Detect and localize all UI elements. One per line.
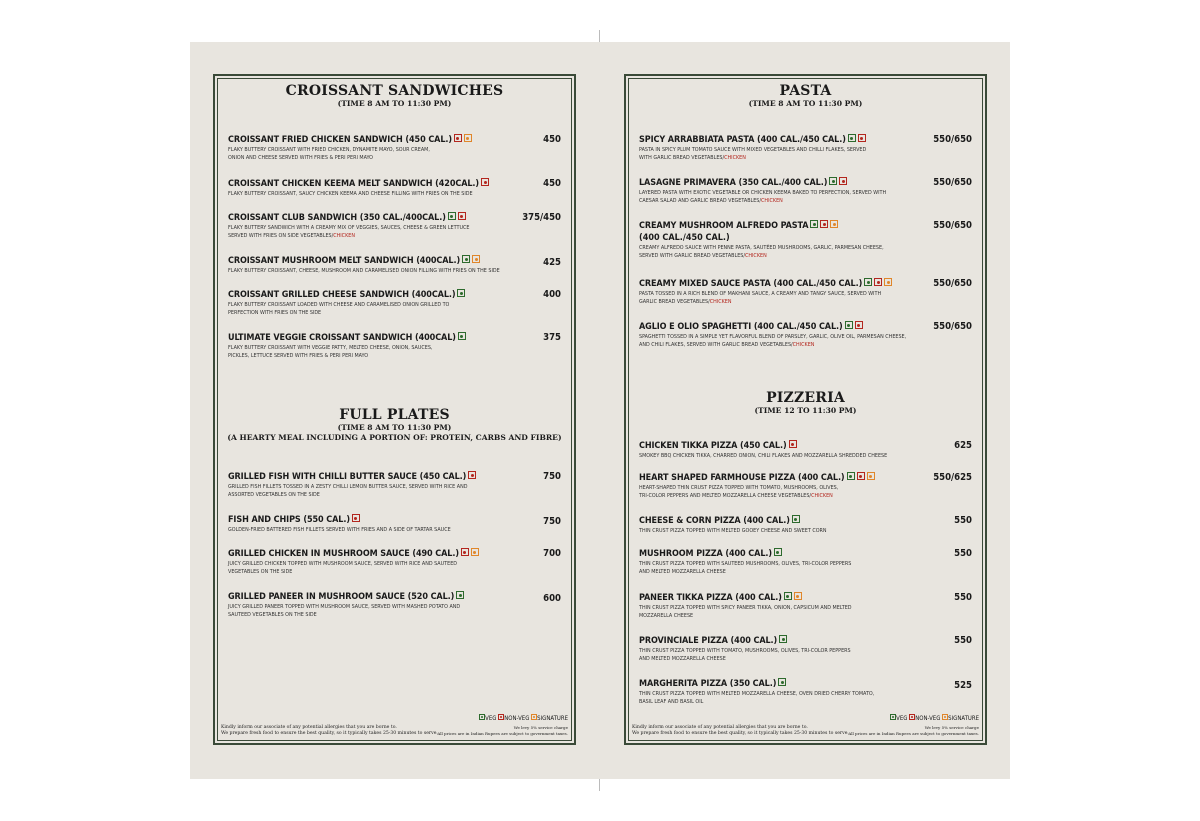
menu-item: [639, 440, 972, 460]
menu-item: [228, 255, 561, 275]
item-description: FLAKY BUTTERY CROISSANT, CHEESE, MUSHROOM AND CARAMELISED ONION FILLING WITH FRIES ON THE SIDE: [228, 268, 500, 274]
item-price: 550: [954, 635, 972, 646]
item-name: CROISSANT CHICKEN KEEMA MELT SANDWICH (420CAL.): [228, 179, 479, 189]
non-veg-icon: [468, 471, 476, 479]
fresh-food-note: We prepare fresh food to ensure the best quality, so it typically takes 25-30 minutes to serve.: [632, 731, 849, 736]
item-description-line2: SERVED WITH GARLIC BREAD VEGETABLES/: [639, 253, 745, 259]
chicken-option: CHICKEN: [709, 299, 732, 305]
item-name: CROISSANT GRILLED CHEESE SANDWICH (400CAL.): [228, 290, 456, 300]
menu-item: [228, 548, 561, 576]
item-price: 625: [954, 440, 972, 451]
menu-page-right: [624, 74, 987, 745]
item-description-line2: MOZZARELLA CHEESE: [639, 613, 694, 619]
footer-notes: [221, 725, 438, 737]
veg-icon: [864, 278, 872, 286]
item-name: PROVINCIALE PIZZA (400 CAL.): [639, 636, 778, 646]
item-price: 450: [543, 134, 561, 145]
item-price: 400: [543, 289, 561, 300]
item-description-line2: CAESAR SALAD AND GARLIC BREAD VEGETABLES/: [639, 198, 762, 204]
item-name: HEART SHAPED FARMHOUSE PIZZA (400 CAL.): [639, 473, 845, 483]
chicken-option: CHICKEN: [792, 342, 815, 348]
non-veg-icon: [461, 548, 469, 556]
item-description: PASTA IN SPICY PLUM TOMATO SAUCE WITH MIXED VEGETABLES AND CHILLI FLAKES, SERVED: [639, 147, 867, 153]
legend-signature: SIGNATURE: [948, 715, 979, 722]
item-price: 550: [954, 515, 972, 526]
item-price: 700: [543, 548, 561, 559]
item-name: CROISSANT CLUB SANDWICH (350 CAL./400CAL.): [228, 213, 446, 223]
legend-signature: SIGNATURE: [537, 715, 568, 722]
service-charge-note: We levy 5% service charge: [513, 725, 568, 730]
footer-charges: [437, 725, 568, 737]
section-time-full-plates: (TIME 8 AM TO 11:30 PM): [337, 423, 452, 432]
section-time-pasta: (TIME 8 AM TO 11:30 PM): [748, 99, 863, 108]
item-price: 550/650: [933, 321, 972, 332]
item-name-line2: (400 CAL./450 CAL.): [639, 233, 730, 243]
item-name: CREAMY MIXED SAUCE PASTA (400 CAL./450 CAL.): [639, 279, 863, 289]
item-description-line2: ONION AND CHEESE SERVED WITH FRIES & PERI PERI MAYO: [228, 155, 373, 161]
legend-veg: VEG: [896, 715, 908, 722]
item-description: FLAKY BUTTERY CROISSANT LOADED WITH CHEESE AND CARAMELISED ONION GRILLED TO: [228, 302, 450, 308]
diet-legend: [479, 714, 568, 722]
item-price: 375/450: [522, 212, 561, 223]
item-description-line2: WITH GARLIC BREAD VEGETABLES/: [639, 155, 725, 161]
menu-item: [228, 471, 561, 499]
item-name: FISH AND CHIPS (550 CAL.): [228, 515, 350, 525]
item-description: THIN CRUST PIZZA TOPPED WITH TOMATO, MUSHROOMS, OLIVES, TRI-COLOR PEPPERS: [639, 648, 851, 654]
section-title-croissant: CROISSANT SANDWICHES: [285, 83, 504, 99]
section-title-pizzeria: PIZZERIA: [766, 390, 845, 406]
menu-item: [228, 332, 561, 360]
item-name: CHICKEN TIKKA PIZZA (450 CAL.): [639, 441, 787, 451]
fold-mark-bottom: [599, 779, 600, 791]
chicken-option: CHICKEN: [744, 253, 767, 259]
fresh-food-note: We prepare fresh food to ensure the best quality, so it typically takes 25-30 minutes to serve.: [221, 731, 438, 736]
signature-icon: [867, 472, 875, 480]
section-note-full-plates: (A HEARTY MEAL INCLUDING A PORTION OF: PROTEIN, CARBS AND FIBRE): [227, 433, 562, 442]
item-name: CROISSANT FRIED CHICKEN SANDWICH (450 CAL.): [228, 135, 452, 145]
item-description: THIN CRUST PIZZA TOPPED WITH MELTED MOZZARELLA CHEESE, OVEN DRIED CHERRY TOMATO,: [639, 691, 875, 697]
page-inner-border: [217, 78, 572, 741]
item-description-line2: SAUTEED VEGETABLES ON THE SIDE: [228, 612, 317, 618]
veg-icon: [457, 289, 465, 297]
veg-icon: [784, 592, 792, 600]
signature-icon: [830, 220, 838, 228]
veg-icon: [774, 548, 782, 556]
menu-item: [228, 134, 561, 162]
item-price: 550: [954, 548, 972, 559]
footer-notes: [632, 725, 849, 737]
item-description: JUICY GRILLED PANEER TOPPED WITH MUSHROOM SAUCE, SERVED WITH MASHED POTATO AND: [228, 604, 461, 610]
non-veg-icon: [858, 134, 866, 142]
tax-note: All prices are in Indian Rupees are subject to government taxes.: [437, 731, 568, 736]
non-veg-icon: [874, 278, 882, 286]
veg-icon: [479, 714, 485, 720]
item-description-line2: SERVED WITH FRIES ON SIDE VEGETABLES/: [228, 233, 334, 239]
menu-item: [639, 592, 972, 620]
chicken-option: CHICKEN: [333, 233, 355, 239]
tax-note: All prices are in Indian Rupees are subject to government taxes.: [848, 731, 979, 736]
item-description: THIN CRUST PIZZA TOPPED WITH MELTED GOOEY CHEESE AND SWEET CORN: [639, 528, 827, 534]
item-description-line2: AND MELTED MOZZARELLA CHEESE: [639, 569, 726, 575]
veg-icon: [448, 212, 456, 220]
item-description: GRILLED FISH FILLETS TOSSED IN A ZESTY CHILLI LEMON BUTTER SAUCE, SERVED WITH RICE AND: [228, 484, 468, 490]
item-price: 550/650: [933, 134, 972, 145]
menu-item: [639, 472, 972, 500]
item-name: CROISSANT MUSHROOM MELT SANDWICH (400CAL.): [228, 256, 461, 266]
menu-item: [639, 278, 972, 306]
item-description: THIN CRUST PIZZA TOPPED WITH SAUTEED MUSHROOMS, OLIVES, TRI-COLOR PEPPERS: [639, 561, 852, 567]
diet-legend: [890, 714, 979, 722]
section-title-full-plates: FULL PLATES: [339, 407, 450, 423]
signature-icon: [794, 592, 802, 600]
veg-icon: [829, 177, 837, 185]
non-veg-icon: [909, 714, 915, 720]
item-description-line2: BASIL LEAF AND BASIL OIL: [639, 699, 704, 705]
menu-item: [639, 678, 972, 706]
item-price: 750: [543, 471, 561, 482]
non-veg-icon: [857, 472, 865, 480]
item-name: LASAGNE PRIMAVERA (350 CAL./400 CAL.): [639, 178, 828, 188]
menu-item: [228, 289, 561, 317]
menu-item: [639, 220, 972, 260]
item-description-line2: PICKLES, LETTUCE SERVED WITH FRIES & PERI PERI MAYO: [228, 353, 369, 359]
item-description-line2: TRI-COLOR PEPPERS AND MELTED MOZZARELLA CHEESE VEGETABLES/: [639, 493, 812, 499]
item-description: GOLDEN-FRIED BATTERED FISH FILLETS SERVED WITH FRIES AND A SIDE OF TARTAR SAUCE: [228, 527, 451, 533]
non-veg-icon: [839, 177, 847, 185]
item-description: FLAKY BUTTERY CROISSANT WITH FRIED CHICKEN, DYNAMITE MAYO, SOUR CREAM,: [228, 147, 430, 153]
item-description-line2: PERFECTION WITH FRIES ON THE SIDE: [228, 310, 322, 316]
signature-icon: [471, 548, 479, 556]
item-description: JUICY GRILLED CHICKEN TOPPED WITH MUSHROOM SAUCE, SERVED WITH RICE AND SAUTEED: [228, 561, 457, 567]
menu-item: [228, 514, 561, 534]
signature-icon: [942, 714, 948, 720]
legend-non-veg: NON-VEG: [504, 715, 530, 722]
non-veg-icon: [458, 212, 466, 220]
item-name: MARGHERITA PIZZA (350 CAL.): [639, 679, 777, 689]
item-name: GRILLED CHICKEN IN MUSHROOM SAUCE (490 CAL.): [228, 549, 459, 559]
veg-icon: [810, 220, 818, 228]
item-name: SPICY ARRABBIATA PASTA (400 CAL./450 CAL.): [639, 135, 846, 145]
veg-icon: [458, 332, 466, 340]
item-price: 550/650: [933, 278, 972, 289]
chicken-option: CHICKEN: [761, 198, 783, 204]
menu-item: [228, 212, 561, 240]
non-veg-icon: [454, 134, 462, 142]
service-charge-note: We levy 5% service charge: [924, 725, 979, 730]
fold-mark-top: [599, 30, 600, 42]
item-price: 550: [954, 592, 972, 603]
item-description: CREAMY ALFREDO SAUCE WITH PENNE PASTA, SAUTÉED MUSHROOMS, GARLIC, PARMESAN CHEESE,: [639, 245, 884, 251]
non-veg-icon: [789, 440, 797, 448]
non-veg-icon: [498, 714, 504, 720]
item-description-line2: GARLIC BREAD VEGETABLES/: [639, 299, 710, 305]
menu-item: [639, 177, 972, 205]
legend-veg: VEG: [485, 715, 497, 722]
allergy-note: Kindly inform our associate of any potential allergies that you are borne to.: [221, 725, 397, 730]
veg-icon: [779, 635, 787, 643]
chicken-option: CHICKEN: [724, 155, 746, 161]
item-name: CHEESE & CORN PIZZA (400 CAL.): [639, 516, 790, 526]
allergy-note: Kindly inform our associate of any potential allergies that you are borne to.: [632, 725, 808, 730]
item-name: MUSHROOM PIZZA (400 CAL.): [639, 549, 772, 559]
item-name: ULTIMATE VEGGIE CROISSANT SANDWICH (400CAL): [228, 333, 456, 343]
signature-icon: [472, 255, 480, 263]
menu-page-left: [213, 74, 576, 745]
item-description: SMOKEY BBQ CHICKEN TIKKA, CHARRED ONION, CHILI FLAKES AND MOZZARELLA SHREDDED CHEESE: [639, 453, 888, 459]
item-description: FLAKY BUTTERY CROISSANT, SAUCY CHICKEN KEEMA AND CHEESE FILLING WITH FRIES ON THE SIDE: [228, 191, 473, 197]
item-description: FLAKY BUTTERY SANDWICH WITH A CREAMY MIX OF VEGGIES, SAUCES, CHEESE & GREEN LETTUCE: [228, 225, 470, 231]
item-price: 600: [543, 593, 561, 604]
item-description-line2: ASSORTED VEGETABLES ON THE SIDE: [228, 492, 320, 498]
item-price: 550/650: [933, 177, 972, 188]
non-veg-icon: [820, 220, 828, 228]
item-name: PANEER TIKKA PIZZA (400 CAL.): [639, 593, 782, 603]
veg-icon: [456, 591, 464, 599]
legend-non-veg: NON-VEG: [915, 715, 941, 722]
item-description: THIN CRUST PIZZA TOPPED WITH SPICY PANEER TIKKA, ONION, CAPSICUM AND MELTED: [639, 605, 852, 611]
menu-item: [639, 134, 972, 162]
item-name: CREAMY MUSHROOM ALFREDO PASTA: [639, 221, 809, 231]
item-description: LAYERED PASTA WITH EXOTIC VEGETABLE OR CHICKEN KEEMA BAKED TO PERFECTION, SERVED WITH: [639, 190, 887, 196]
menu-item: [639, 635, 972, 663]
non-veg-icon: [481, 178, 489, 186]
menu-item: [228, 178, 561, 198]
chicken-option: CHICKEN: [811, 493, 833, 499]
menu-item: [228, 591, 561, 619]
item-description: PASTA TOSSED IN A RICH BLEND OF MAKHANI SAUCE, A CREAMY AND TANGY SAUCE, SERVED WITH: [639, 291, 882, 297]
veg-icon: [845, 321, 853, 329]
item-price: 525: [954, 680, 972, 691]
veg-icon: [778, 678, 786, 686]
section-time-pizzeria: (TIME 12 TO 11:30 PM): [754, 406, 857, 415]
menu-item: [639, 515, 972, 535]
signature-icon: [531, 714, 537, 720]
signature-icon: [464, 134, 472, 142]
item-description-line2: AND MELTED MOZZARELLA CHEESE: [639, 656, 726, 662]
item-price: 375: [543, 332, 561, 343]
item-name: AGLIO E OLIO SPAGHETTI (400 CAL./450 CAL.): [639, 322, 843, 332]
veg-icon: [848, 134, 856, 142]
item-price: 550/625: [933, 472, 972, 483]
menu-item: [639, 321, 972, 349]
item-price: 450: [543, 178, 561, 189]
item-price: 550/650: [933, 220, 972, 231]
item-name: GRILLED FISH WITH CHILLI BUTTER SAUCE (450 CAL.): [228, 472, 467, 482]
item-description-line2: VEGETABLES ON THE SIDE: [228, 569, 293, 575]
item-price: 425: [543, 257, 561, 268]
veg-icon: [847, 472, 855, 480]
veg-icon: [890, 714, 896, 720]
menu-item: [639, 548, 972, 576]
item-name: GRILLED PANEER IN MUSHROOM SAUCE (520 CAL.): [228, 592, 455, 602]
non-veg-icon: [352, 514, 360, 522]
footer-charges: [848, 725, 979, 737]
veg-icon: [792, 515, 800, 523]
veg-icon: [462, 255, 470, 263]
item-description-line2: AND CHILI FLAKES, SERVED WITH GARLIC BREAD VEGETABLES/: [639, 342, 793, 348]
item-description: HEART-SHAPED THIN CRUST PIZZA TOPPED WITH TOMATO, MUSHROOMS, OLIVES,: [639, 485, 839, 491]
page-inner-border: [628, 78, 983, 741]
item-price: 750: [543, 516, 561, 527]
non-veg-icon: [855, 321, 863, 329]
item-description: SPAGHETTI TOSSED IN A SIMPLE YET FLAVORFUL BLEND OF PARSLEY, GARLIC, OLIVE OIL, PARMESAN CHEESE,: [639, 334, 907, 340]
item-description: FLAKY BUTTERY CROISSANT WITH VEGGIE PATTY, MELTED CHEESE, ONION, SAUCES,: [228, 345, 433, 351]
signature-icon: [884, 278, 892, 286]
section-time-croissant: (TIME 8 AM TO 11:30 PM): [337, 99, 452, 108]
section-title-pasta: PASTA: [779, 83, 832, 99]
